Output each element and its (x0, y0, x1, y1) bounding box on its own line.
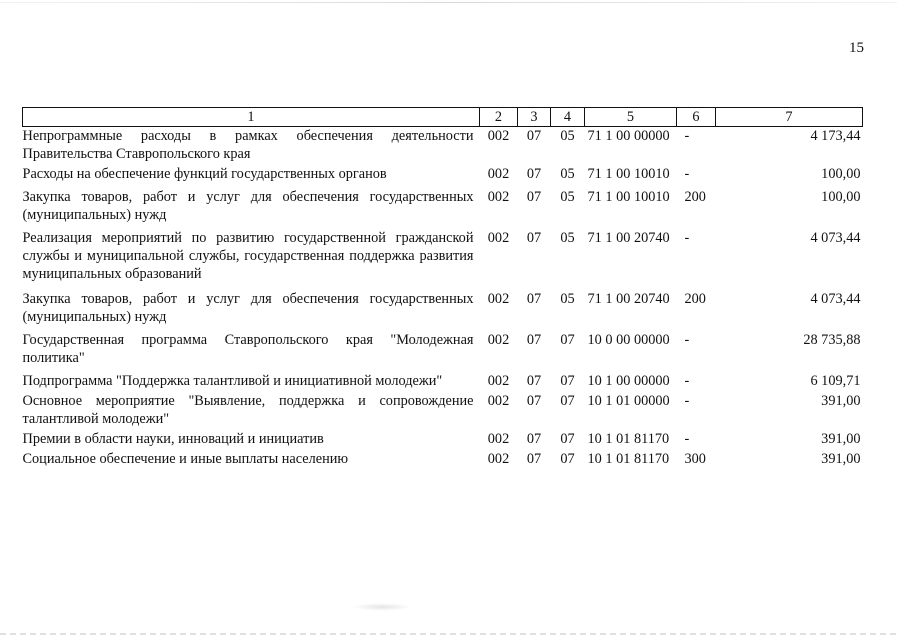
row-name: Расходы на обеспечение функций государственных органов (22, 166, 387, 182)
row-name: Подпрограмма "Поддержка талантливой и инициативной молодежи" (22, 373, 443, 389)
table-row (23, 127, 863, 166)
row-vr: - (684, 128, 690, 144)
row-pr: 07 (560, 431, 575, 447)
row-rz: 07 (526, 166, 542, 182)
table-row (23, 165, 863, 188)
row-amount: 6 109,71 (810, 373, 861, 389)
scan-smudge (352, 603, 412, 611)
row-name: Государственная программа Ставропольского края "Молодежная политика" (22, 332, 474, 366)
row-name: Закупка товаров, работ и услуг для обеспечения государственных (муниципальных) нужд (22, 291, 474, 325)
table-row (23, 331, 863, 372)
header-col-1: 1 (23, 108, 480, 127)
header-col-2: 2 (480, 108, 518, 127)
row-amount: 28 735,88 (803, 332, 861, 348)
table-row (23, 290, 863, 331)
row-vr: - (684, 332, 690, 348)
row-rz: 07 (526, 393, 542, 409)
header-col-3: 3 (518, 108, 551, 127)
row-csr: 10 1 01 81170 (587, 451, 670, 467)
row-csr: 10 1 01 00000 (587, 393, 670, 409)
row-pr: 05 (560, 230, 575, 246)
row-rz: 07 (526, 230, 542, 246)
row-gr: 002 (487, 189, 510, 205)
row-rz: 07 (526, 332, 542, 348)
row-gr: 002 (487, 393, 510, 409)
row-vr: 200 (684, 291, 706, 307)
row-vr: - (684, 373, 690, 389)
row-vr: - (684, 230, 690, 246)
row-name: Премии в области науки, инноваций и инициатив (22, 431, 324, 447)
header-col-7: 7 (716, 108, 863, 127)
row-gr: 002 (487, 166, 510, 182)
table-row (23, 450, 863, 470)
row-csr: 10 1 00 00000 (587, 373, 670, 389)
row-amount: 100,00 (821, 166, 861, 182)
row-name: Основное мероприятие "Выявление, поддержка и сопровождение талантливой молодежи" (22, 393, 474, 427)
row-pr: 07 (560, 393, 575, 409)
row-csr: 10 0 00 00000 (587, 332, 670, 348)
row-rz: 07 (526, 291, 542, 307)
table-row (23, 430, 863, 450)
scan-edge-bottom (0, 633, 897, 635)
header-col-5: 5 (585, 108, 677, 127)
row-rz: 07 (526, 373, 542, 389)
row-gr: 002 (487, 230, 510, 246)
row-pr: 05 (560, 291, 575, 307)
row-csr: 71 1 00 20740 (587, 291, 670, 307)
row-gr: 002 (487, 291, 510, 307)
row-rz: 07 (526, 128, 542, 144)
row-rz: 07 (526, 431, 542, 447)
row-amount: 391,00 (821, 451, 861, 467)
row-vr: 200 (684, 189, 706, 205)
row-gr: 002 (487, 332, 510, 348)
row-csr: 71 1 00 10010 (587, 189, 670, 205)
table-row (23, 372, 863, 392)
row-name: Реализация мероприятий по развитию государственной гражданской службы и муниципальной службы, государственная поддержка развития муниципальных образований (22, 230, 474, 282)
budget-table (22, 107, 863, 470)
header-row (23, 108, 863, 127)
row-vr: - (684, 431, 690, 447)
row-gr: 002 (487, 373, 510, 389)
row-amount: 4 073,44 (810, 291, 861, 307)
row-amount: 391,00 (821, 393, 861, 409)
header-col-4: 4 (551, 108, 585, 127)
header-col-6: 6 (677, 108, 716, 127)
row-rz: 07 (526, 189, 542, 205)
row-rz: 07 (526, 451, 542, 467)
row-vr: - (684, 166, 690, 182)
row-pr: 07 (560, 332, 575, 348)
row-amount: 391,00 (821, 431, 861, 447)
table-row (23, 188, 863, 229)
table-row (23, 229, 863, 290)
row-csr: 10 1 01 81170 (587, 431, 670, 447)
row-vr: 300 (684, 451, 706, 467)
row-csr: 71 1 00 00000 (587, 128, 670, 144)
row-gr: 002 (487, 451, 510, 467)
row-pr: 05 (560, 128, 575, 144)
row-pr: 07 (560, 451, 575, 467)
row-amount: 4 073,44 (810, 230, 861, 246)
row-gr: 002 (487, 128, 510, 144)
row-csr: 71 1 00 10010 (587, 166, 670, 182)
row-name: Социальное обеспечение и иные выплаты населению (22, 451, 349, 467)
row-csr: 71 1 00 20740 (587, 230, 670, 246)
row-pr: 07 (560, 373, 575, 389)
row-name: Непрограммные расходы в рамках обеспечения деятельности Правительства Ставропольского края (22, 128, 474, 162)
row-pr: 05 (560, 166, 575, 182)
row-amount: 100,00 (821, 189, 861, 205)
row-pr: 05 (560, 189, 575, 205)
table-row (23, 392, 863, 430)
row-vr: - (684, 393, 690, 409)
page-number: 15 (849, 40, 864, 56)
row-name: Закупка товаров, работ и услуг для обеспечения государственных (муниципальных) нужд (22, 189, 474, 223)
row-gr: 002 (487, 431, 510, 447)
row-amount: 4 173,44 (810, 128, 861, 144)
scan-edge-top (0, 2, 897, 3)
